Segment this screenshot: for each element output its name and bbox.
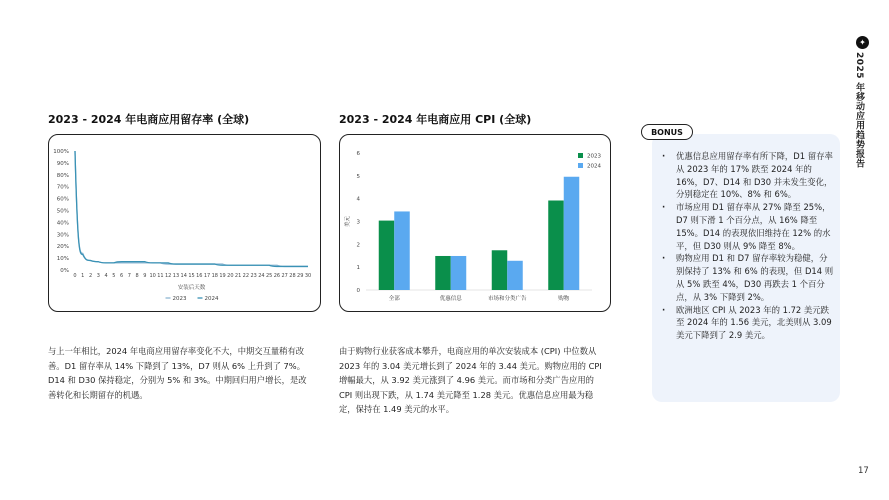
x-tick-label: 17 [203, 273, 211, 279]
x-tick-label: 6 [120, 273, 124, 279]
bar-2024 [507, 261, 523, 290]
x-tick-label: 27 [281, 273, 288, 279]
brand-logo-icon: ✦ [856, 36, 869, 49]
y-tick-label: 3 [356, 219, 360, 226]
legend-label: 2024 [204, 296, 219, 302]
y-tick-label: 0 [356, 288, 360, 294]
retention-line-chart [49, 135, 320, 311]
x-axis-label: 安装后天数 [177, 285, 206, 291]
category-label: 市场和分类广告 [487, 296, 527, 302]
series-line-2023 [75, 151, 308, 266]
cpi-bar-chart [340, 135, 610, 311]
bonus-item: · 优惠信息应用留存率有所下降，D1 留存率从 2023 年的 17% 跌至 2024 年的 16%，D7、D14 和 D30 并未发生变化，分别稳定在 10%、8% 和 6%。 [662, 150, 834, 201]
x-tick-label: 22 [242, 273, 250, 279]
y-axis-label: 美元 [345, 215, 351, 228]
x-tick-label: 8 [135, 273, 139, 279]
series-line-2024 [75, 151, 308, 266]
x-tick-label: 4 [104, 273, 108, 279]
y-tick-label: 6 [356, 151, 360, 157]
y-tick-label: 4 [356, 196, 360, 203]
y-tick-label: 20% [56, 244, 69, 251]
x-tick-label: 11 [157, 273, 164, 279]
x-tick-label: 14 [180, 273, 187, 279]
x-tick-label: 12 [165, 273, 172, 279]
x-tick-label: 23 [250, 273, 257, 279]
bar-2024 [394, 211, 410, 290]
category-label: 购物 [558, 296, 570, 302]
x-tick-label: 19 [219, 273, 226, 279]
x-tick-label: 29 [297, 273, 304, 279]
x-tick-label: 13 [172, 273, 180, 279]
y-tick-label: 80% [56, 172, 69, 179]
cpi-chart-title: 2023 - 2024 年电商应用 CPI (全球) [339, 113, 532, 126]
x-tick-label: 10 [149, 273, 156, 279]
y-tick-label: 40% [56, 220, 69, 227]
x-tick-label: 15 [188, 273, 195, 279]
y-tick-label: 50% [56, 208, 69, 215]
bonus-list [662, 150, 834, 342]
y-tick-label: 100% [53, 149, 69, 155]
y-tick-label: 30% [56, 232, 69, 239]
bonus-item: · 购物应用 D1 和 D7 留存率较为稳健，分别保持了 13% 和 6% 的表现，但 D14 则从 5% 跌至 4%，D30 再跌去 1 个百分点，从 3% 下降到 2%。 [662, 252, 834, 303]
x-tick-label: 20 [227, 273, 234, 279]
x-tick-label: 7 [127, 273, 131, 279]
cpi-chart-card [339, 134, 611, 312]
y-tick-label: 2 [356, 242, 360, 249]
cpi-paragraph: 由于购物行业获客成本攀升，电商应用的单次安装成本 (CPI) 中位数从 2023 年的 3.04 美元增长到了 2024 年的 3.44 美元。购物应用的 CPI 增幅最大，从 3.92 美元涨到了 4.96 美元。而市场和分类广告应用的 CPI 则出现下跌，从 1.74 美元降至 1.28 美元。优惠信息应用最为稳定，保持在 1.49 美元的水平。 [339, 346, 602, 414]
bonus-item: · 市场应用 D1 留存率从 27% 降至 25%，D7 则下滑 1 个百分点，从 16% 降至 15%。D14 的表现依旧维持在 12% 的水平，但 D30 则从 9% 降至 8%。 [662, 201, 834, 252]
page-number: 17 [858, 466, 869, 476]
bar-2023 [492, 250, 508, 290]
y-tick-label: 70% [56, 184, 69, 191]
legend-swatch [578, 153, 583, 158]
legend-swatch [578, 163, 583, 168]
legend-label: 2023 [172, 296, 187, 302]
x-tick-label: 16 [196, 273, 203, 279]
category-label: 优惠信息 [439, 296, 462, 302]
x-tick-label: 1 [81, 273, 85, 279]
x-tick-label: 24 [258, 273, 265, 279]
x-tick-label: 18 [211, 273, 218, 279]
legend-label: 2023 [587, 153, 601, 160]
x-tick-label: 3 [96, 273, 100, 279]
bonus-item: · 欧洲地区 CPI 从 2023 年的 1.72 美元跌至 2024 年的 1.56 美元，北美则从 3.09 美元下降到了 2.9 美元。 [662, 304, 834, 342]
retention-paragraph: 与上一年相比，2024 年电商应用留存率变化不大，中期交互量稍有改善。D1 留存率从 14% 下降到了 13%，D7 则从 6% 上升到了 7%。D14 和 D30 保持稳定，分别为 5% 和 3%。中期回归用户增长，是改善转化和长期留存的机遇。 [48, 346, 307, 400]
x-tick-label: 30 [304, 273, 312, 279]
y-tick-label: 1 [356, 265, 360, 272]
bar-2024 [564, 177, 580, 290]
x-tick-label: 5 [112, 273, 116, 279]
y-tick-label: 0% [60, 268, 69, 274]
bar-2023 [435, 256, 451, 290]
y-tick-label: 10% [56, 256, 69, 263]
retention-chart-card [48, 134, 321, 312]
x-tick-label: 25 [265, 273, 273, 279]
x-tick-label: 2 [88, 273, 93, 279]
bar-2023 [548, 200, 564, 290]
retention-chart-title: 2023 - 2024 年电商应用留存率 (全球) [48, 113, 250, 126]
x-tick-label: 26 [273, 273, 281, 279]
y-tick-label: 60% [56, 196, 69, 203]
x-tick-label: 21 [234, 273, 242, 279]
report-side-title: 2025 年移动应用趋势报告 [854, 52, 864, 169]
x-tick-label: 0 [73, 273, 77, 279]
bar-2023 [379, 221, 395, 290]
y-tick-label: 90% [56, 160, 69, 167]
legend-label: 2024 [587, 163, 601, 170]
bonus-tag: BONUS [641, 124, 693, 140]
bar-2024 [451, 256, 467, 290]
category-label: 全部 [388, 296, 400, 302]
x-tick-label: 9 [143, 273, 147, 279]
y-tick-label: 5 [356, 173, 360, 180]
x-tick-label: 28 [289, 273, 296, 279]
